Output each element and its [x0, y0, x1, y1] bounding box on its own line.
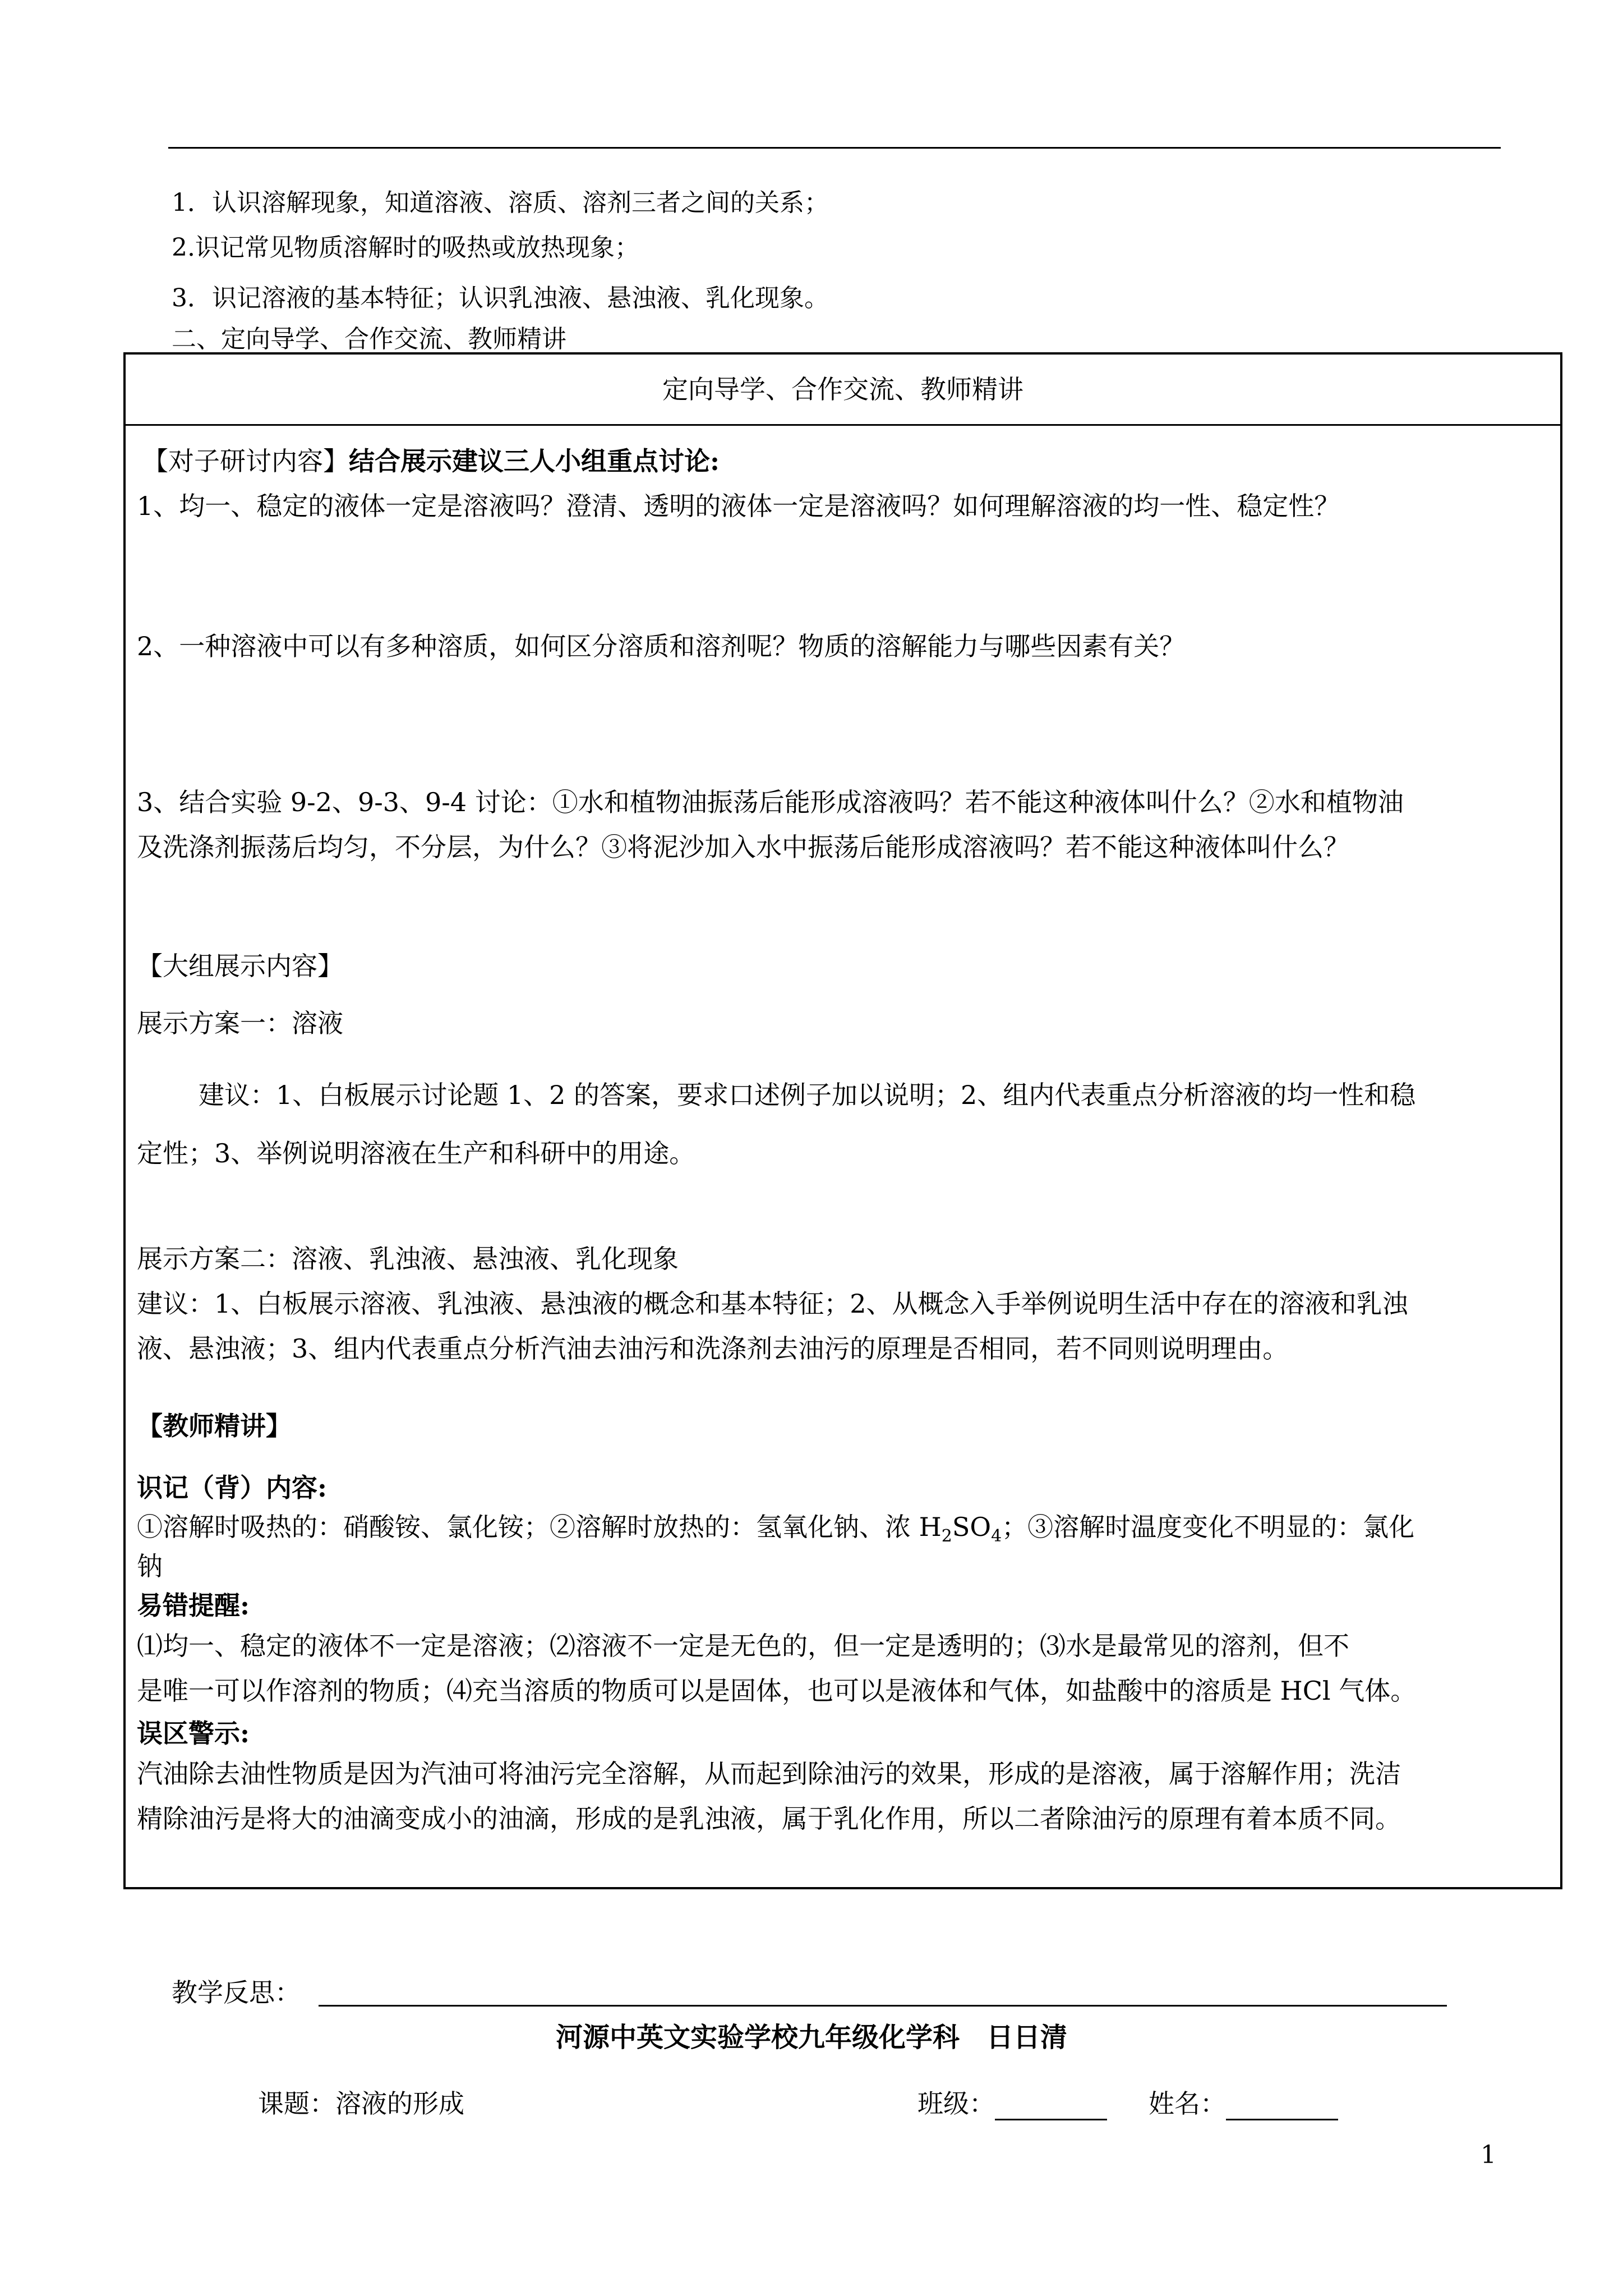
- guided-study-table: [123, 352, 1562, 1889]
- name-blank[interactable]: [1226, 2090, 1338, 2120]
- memorize-subscript-4: 4: [991, 1526, 1002, 1547]
- class-blank[interactable]: [995, 2090, 1107, 2120]
- pair-question-3-line-1: 3、结合实验 9-2、9-3、9-4 讨论：①水和植物油振荡后能形成溶液吗？若不能这种液体叫什么？②水和植物油: [137, 787, 1404, 817]
- pair-study-intro: 结合展示建议三人小组重点讨论:: [349, 446, 720, 476]
- mistake-title: 易错提醒:: [137, 1590, 250, 1621]
- reflection-blank-line[interactable]: [319, 2005, 1447, 2007]
- pair-study-label: 【对子研讨内容】: [142, 446, 349, 476]
- mistake-line-2: 是唯一可以作溶剂的物质；⑷充当溶质的物质可以是固体，也可以是液体和气体，如盐酸中的溶质是 HCl 气体。: [137, 1676, 1417, 1706]
- class-label: 班级：: [917, 2088, 995, 2119]
- warning-title: 误区警示:: [137, 1718, 250, 1749]
- memorize-line-1-part-b: SO: [952, 1512, 992, 1542]
- objective-3: 3．识记溶液的基本特征；认识乳浊液、悬浊液、乳化现象。: [172, 284, 829, 312]
- page-number: 1: [1481, 2141, 1496, 2169]
- class-field: [917, 2087, 1107, 2120]
- show-plan-1-title: 展示方案一：溶液: [137, 1008, 343, 1038]
- pair-question-3-line-2: 及洗涤剂振荡后均匀，不分层，为什么？③将泥沙加入水中振荡后能形成溶液吗？若不能这种液体叫什么？: [137, 832, 1349, 862]
- warning-line-2: 精除油污是将大的油滴变成小的油滴，形成的是乳浊液，属于乳化作用，所以二者除油污的原理有着本质不同。: [137, 1803, 1401, 1834]
- pair-study-heading: [142, 444, 720, 478]
- objective-1: 1．认识溶解现象，知道溶液、溶质、溶剂三者之间的关系；: [172, 188, 829, 217]
- name-field: [1149, 2087, 1338, 2120]
- table-header-separator: [126, 424, 1560, 426]
- show-plan-1-suggestion-line-2: 定性；3、举例说明溶液在生产和科研中的用途。: [137, 1138, 695, 1168]
- memorize-line-1: [137, 1510, 1414, 1553]
- warning-line-1: 汽油除去油性物质是因为汽油可将油污完全溶解，从而起到除油污的效果，形成的是溶液，属于溶解作用；洗洁: [137, 1759, 1401, 1789]
- pair-question-1: 1、均一、稳定的液体一定是溶液吗？澄清、透明的液体一定是溶液吗？如何理解溶液的均一性、稳定性？: [137, 491, 1340, 521]
- memorize-line-1-part-a: ①溶解时吸热的：硝酸铵、氯化铵；②溶解时放热的：氢氧化钠、浓 H: [137, 1512, 942, 1542]
- section-two-heading: 二、定向导学、合作交流、教师精讲: [172, 325, 566, 353]
- show-plan-2-suggestion-line-1: 建议：1、白板展示溶液、乳浊液、悬浊液的概念和基本特征；2、从概念入手举例说明生活中存在的溶液和乳浊: [137, 1289, 1408, 1319]
- show-plan-1-suggestion-line-1: 建议：1、白板展示讨论题 1、2 的答案，要求口述例子加以说明；2、组内代表重点分析溶液的均一性和稳: [199, 1080, 1416, 1110]
- teaching-reflection: [172, 1976, 301, 2009]
- table-header: 定向导学、合作交流、教师精讲: [662, 374, 1023, 404]
- name-label: 姓名：: [1149, 2088, 1226, 2119]
- header-rule: [168, 147, 1501, 149]
- memorize-subscript-2: 2: [941, 1526, 952, 1547]
- pair-question-2: 2、一种溶液中可以有多种溶质，如何区分溶质和溶剂呢？物质的溶解能力与哪些因素有关？: [137, 631, 1186, 661]
- memorize-line-2: 钠: [137, 1551, 163, 1581]
- group-show-label: 【大组展示内容】: [137, 951, 343, 981]
- lesson-topic: 课题：溶液的形成: [258, 2088, 464, 2119]
- school-title: 河源中英文实验学校九年级化学科 日日清: [555, 2022, 1067, 2053]
- show-plan-2-title: 展示方案二：溶液、乳浊液、悬浊液、乳化现象: [137, 1244, 679, 1274]
- objective-2: 2.识记常见物质溶解时的吸热或放热现象；: [172, 233, 639, 262]
- mistake-line-1: ⑴均一、稳定的液体不一定是溶液；⑵溶液不一定是无色的，但一定是透明的；⑶水是最常见的溶剂，但不: [137, 1631, 1349, 1661]
- memorize-line-1-part-c: ；③溶解时温度变化不明显的：氯化: [1002, 1512, 1415, 1542]
- reflection-label: 教学反思：: [172, 1977, 301, 2008]
- memorize-title: 识记（背）内容:: [137, 1473, 327, 1503]
- teacher-explain-label: 【教师精讲】: [137, 1411, 292, 1441]
- show-plan-2-suggestion-line-2: 液、悬浊液；3、组内代表重点分析汽油去油污和洗涤剂去油污的原理是否相同，若不同则说明理由。: [137, 1333, 1289, 1364]
